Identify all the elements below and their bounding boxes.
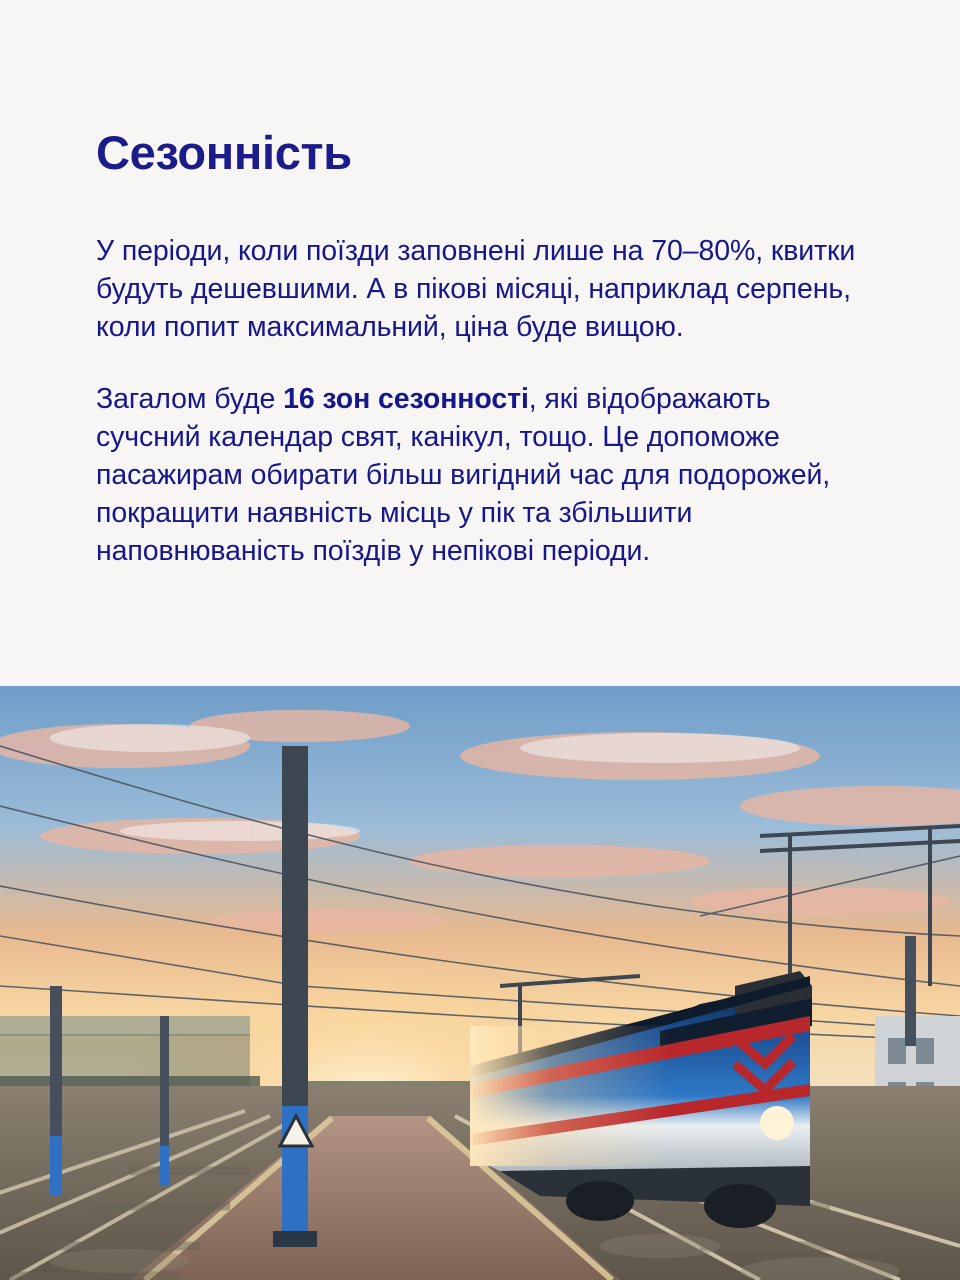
paragraph-seasonality-zones bbox=[96, 381, 864, 570]
left-canopy bbox=[0, 1016, 250, 1036]
train-station-photo bbox=[0, 686, 960, 1280]
loco-sun-glare bbox=[470, 1026, 670, 1166]
paragraph-text: У періоди, коли поїзди заповнені лише на 70–80%, квитки будуть дешевшими. А в пікові місяці, наприклад серпень, коли попит максимальний, ціна буде вищою. bbox=[96, 235, 856, 344]
paragraph-text-lead: Загалом буде bbox=[96, 383, 284, 416]
paragraph-text-tail: , які відображають сучсний календар свят, канікул, тощо. Це допоможе пасажирам обирати більш вигідний час для подорожей, покращити наявність місць у пік та збільшити наповнюваність поїздів у непікові періоди. bbox=[96, 383, 831, 567]
page-title: Сезонність bbox=[96, 126, 352, 179]
paragraph-seasonality-pricing bbox=[96, 233, 864, 347]
paragraph-text-emphasis: 16 зон сезонності bbox=[283, 383, 529, 416]
train-station-illustration bbox=[0, 686, 960, 1280]
loco-headlight bbox=[760, 1106, 794, 1140]
